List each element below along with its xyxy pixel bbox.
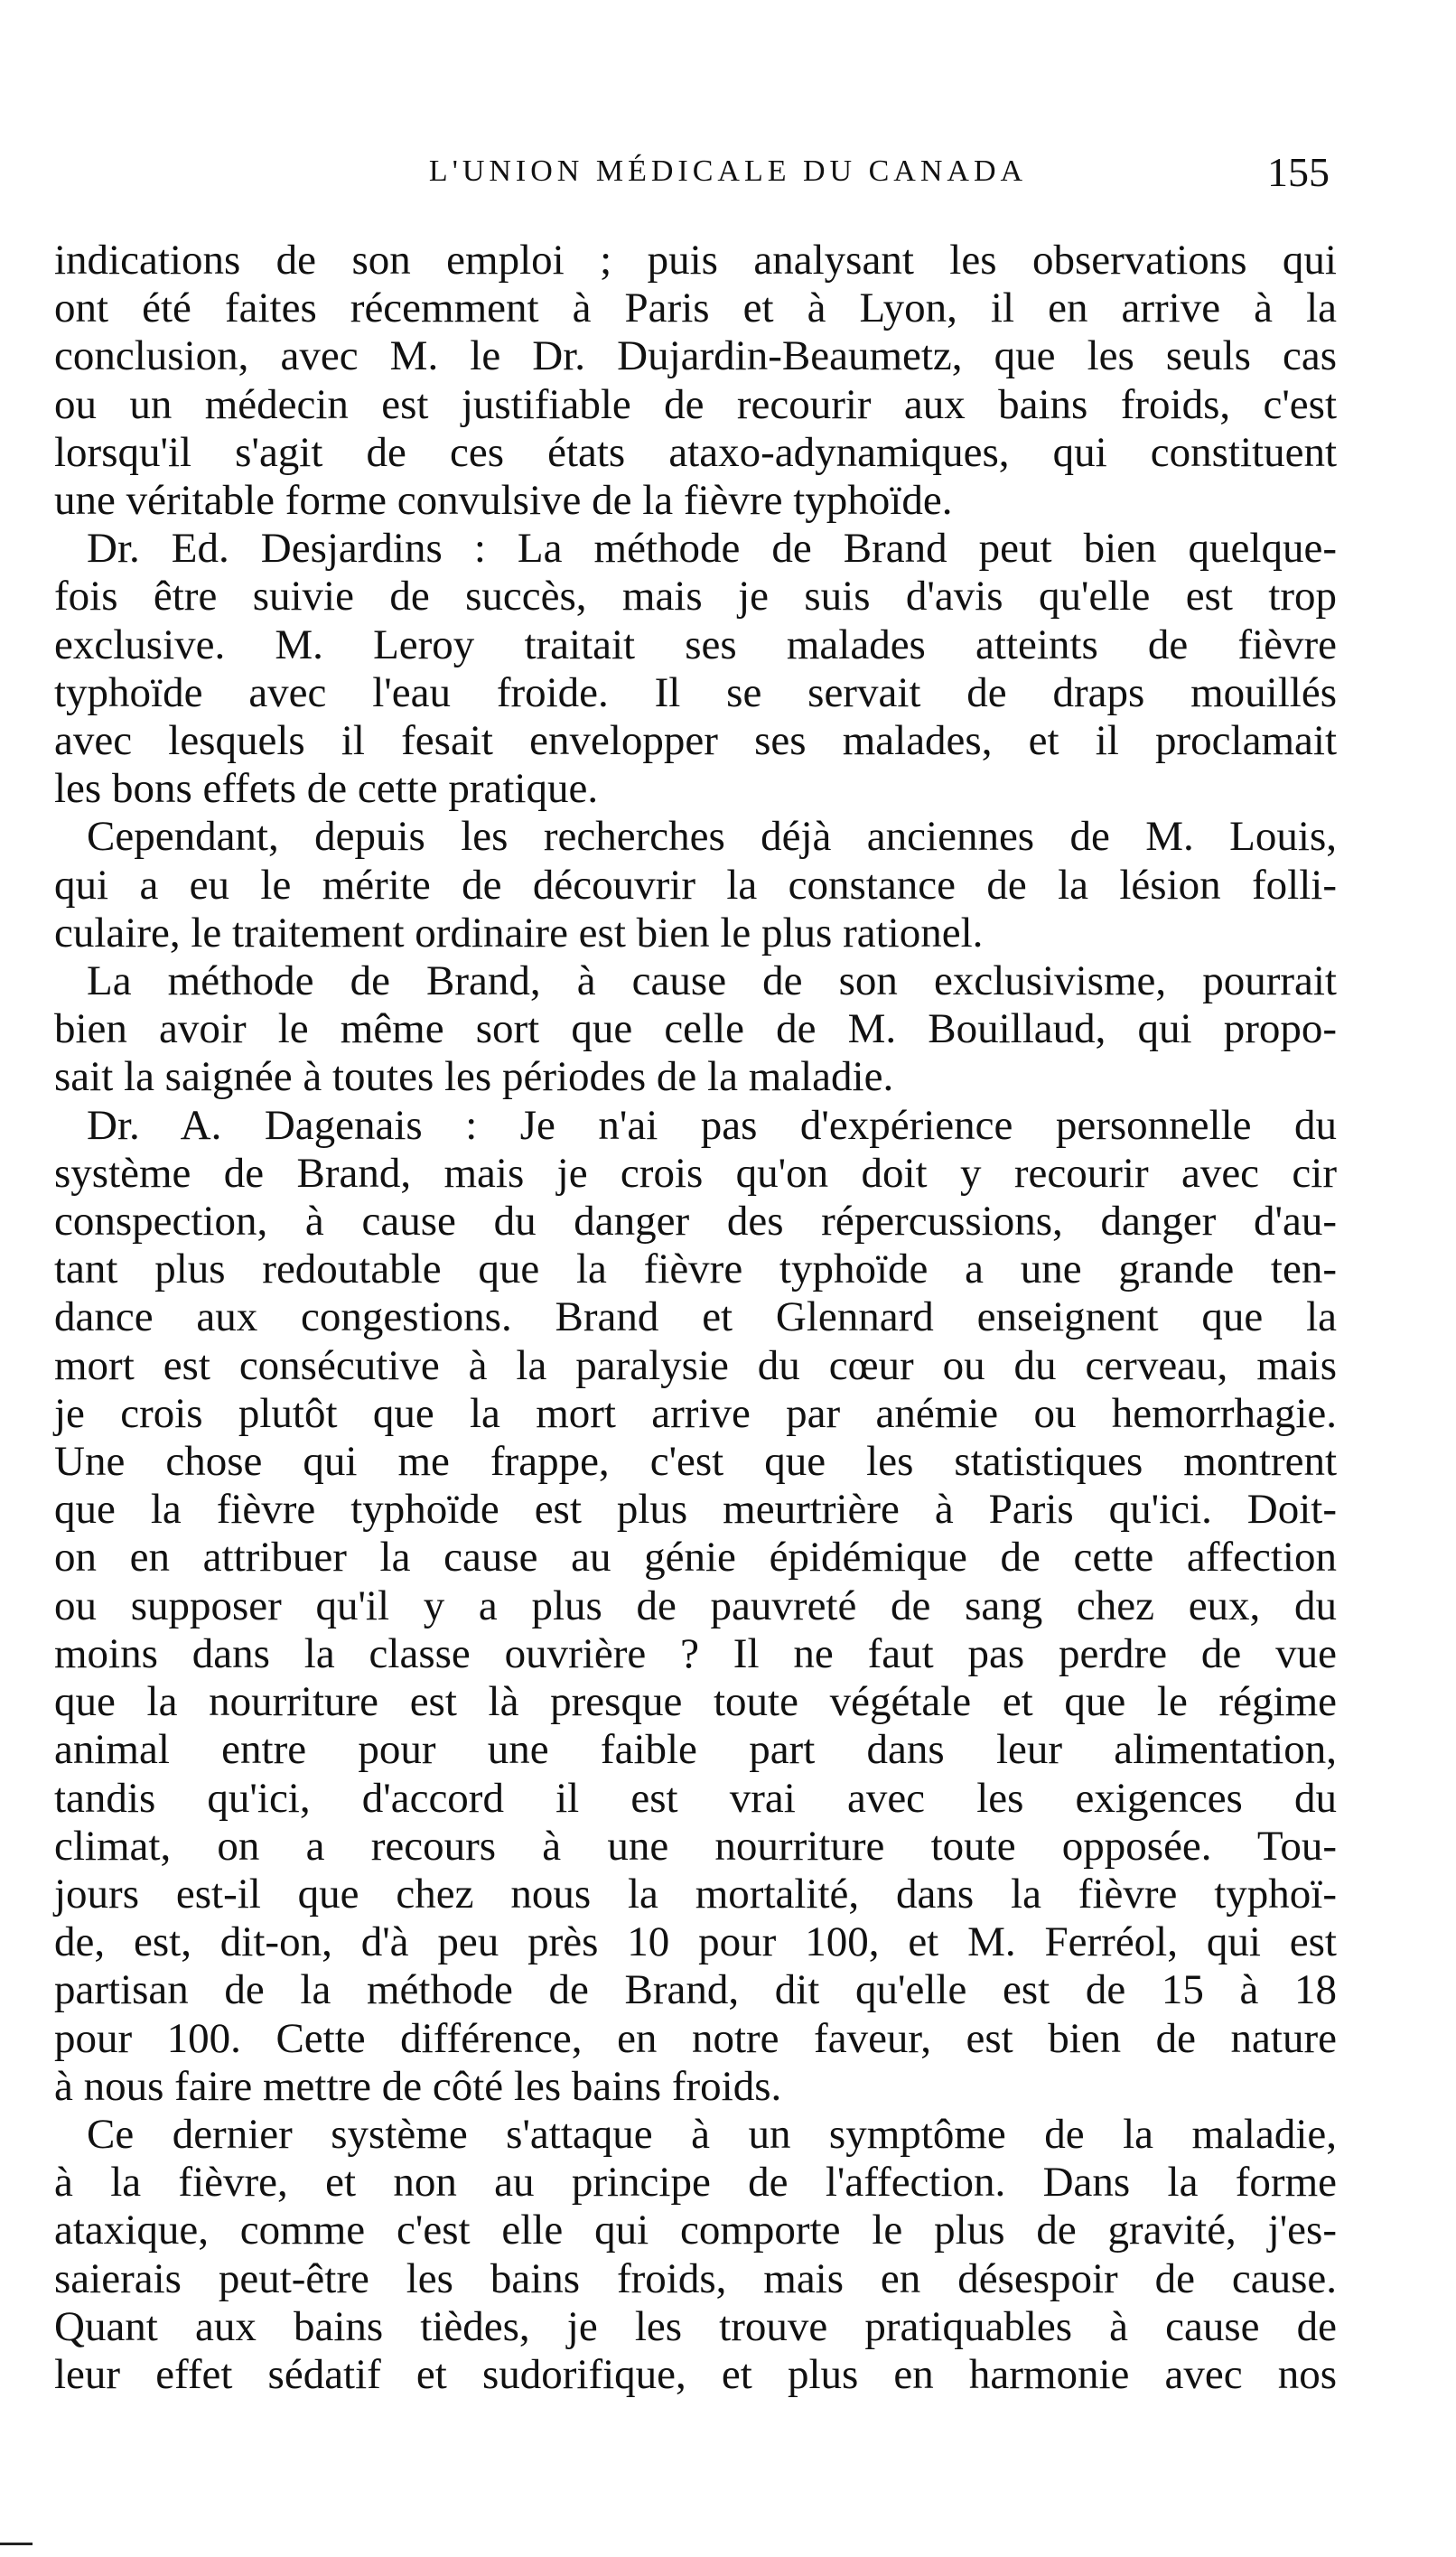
text-line: animal entre pour une faible part dans leur alimentation, [54, 1726, 1337, 1774]
text-line: leur effet sédatif et sudorifique, et plus en harmonie avec nos [54, 2350, 1337, 2398]
text-line: Cependant, depuis les recherches déjà anciennes de M. Louis, [87, 813, 1337, 861]
text-line: bien avoir le même sort que celle de M. Bouillaud, qui propo- [54, 1005, 1337, 1053]
text-line: de, est, dit-on, d'à peu près 10 pour 100, et M. Ferréol, qui est [54, 1918, 1337, 1966]
text-line: conclusion, avec M. le Dr. Dujardin-Beaumetz, que les seuls cas [54, 332, 1337, 380]
text-line: exclusive. M. Leroy traitait ses malades atteints de fièvre [54, 621, 1337, 668]
text-line: je crois plutôt que la mort arrive par anémie ou hemorrhagie. [54, 1389, 1337, 1437]
text-line: saierais peut-être les bains froids, mais en désespoir de cause. [54, 2254, 1337, 2302]
text-line: que la fièvre typhoïde est plus meurtrière à Paris qu'ici. Doit- [54, 1486, 1337, 1534]
text-line: indications de son emploi ; puis analysant les observations qui [54, 237, 1337, 284]
text-line: typhoïde avec l'eau froide. Il se servait de draps mouillés [54, 668, 1337, 716]
text-line: ont été faites récemment à Paris et à Lyon, il en arrive à la [54, 285, 1337, 332]
text-line: que la nourriture est là presque toute végétale et que le régime [54, 1678, 1337, 1726]
page-number: 155 [1267, 149, 1330, 195]
text-line: fois être suivie de succès, mais je suis d'avis qu'elle est trop [54, 573, 1337, 621]
running-header [54, 145, 1402, 199]
text-line: à la fièvre, et non au principe de l'affection. Dans la forme [54, 2159, 1337, 2207]
text-line: Une chose qui me frappe, c'est que les statistiques montrent [54, 1438, 1337, 1486]
text-line: pour 100. Cette différence, en notre faveur, est bien de nature [54, 2014, 1337, 2062]
text-line: tandis qu'ici, d'accord il est vrai avec les exigences du [54, 1774, 1337, 1822]
text-line: Quant aux bains tièdes, je les trouve pratiquables à cause de [54, 2302, 1337, 2350]
text-line: ataxique, comme c'est elle qui comporte le plus de gravité, j'es- [54, 2207, 1337, 2254]
text-line: La méthode de Brand, à cause de son exclusivisme, pourrait [87, 957, 1337, 1005]
text-line: une véritable forme convulsive de la fièvre typhoïde. [54, 477, 953, 525]
text-line: à nous faire mettre de côté les bains froids. [54, 2062, 782, 2110]
text-line: ou supposer qu'il y a plus de pauvreté de sang chez eux, du [54, 1582, 1337, 1629]
text-line: conspection, à cause du danger des répercussions, danger d'au- [54, 1198, 1337, 1246]
text-line: partisan de la méthode de Brand, dit qu'elle est de 15 à 18 [54, 1966, 1337, 2014]
text-line: avec lesquels il fesait envelopper ses malades, et il proclamait [54, 717, 1337, 765]
journal-title: L'UNION MÉDICALE DU CANADA [428, 154, 1028, 188]
body-text [54, 237, 1337, 2399]
text-line: ou un médecin est justifiable de recourir aux bains froids, c'est [54, 380, 1337, 428]
text-line: Dr. Ed. Desjardins : La méthode de Brand peut bien quelque- [87, 525, 1337, 573]
text-line: mort est consécutive à la paralysie du cœur ou du cerveau, mais [54, 1341, 1337, 1389]
text-line: les bons effets de cette pratique. [54, 765, 599, 813]
text-line: jours est-il que chez nous la mortalité, dans la fièvre typhoï- [54, 1870, 1337, 1918]
text-line: qui a eu le mérite de découvrir la constance de la lésion folli- [54, 861, 1337, 909]
text-line: lorsqu'il s'agit de ces états ataxo-adynamiques, qui constituent [54, 428, 1337, 476]
text-line: Ce dernier système s'attaque à un symptôme de la maladie, [87, 2110, 1337, 2158]
text-line: culaire, le traitement ordinaire est bien le plus rationel. [54, 909, 984, 957]
scan-edge-mark [0, 2543, 33, 2545]
text-line: tant plus redoutable que la fièvre typhoïde a une grande ten- [54, 1246, 1337, 1293]
text-line: système de Brand, mais je crois qu'on doit y recourir avec cir [54, 1149, 1337, 1197]
text-line: Dr. A. Dagenais : Je n'ai pas d'expérience personnelle du [87, 1101, 1337, 1149]
text-line: sait la saignée à toutes les périodes de la maladie. [54, 1053, 894, 1101]
text-line: climat, on a recours à une nourriture toute opposée. Tou- [54, 1822, 1337, 1870]
text-line: on en attribuer la cause au génie épidémique de cette affection [54, 1534, 1337, 1582]
text-line: dance aux congestions. Brand et Glennard enseignent que la [54, 1293, 1337, 1341]
text-line: moins dans la classe ouvrière ? Il ne faut pas perdre de vue [54, 1629, 1337, 1677]
